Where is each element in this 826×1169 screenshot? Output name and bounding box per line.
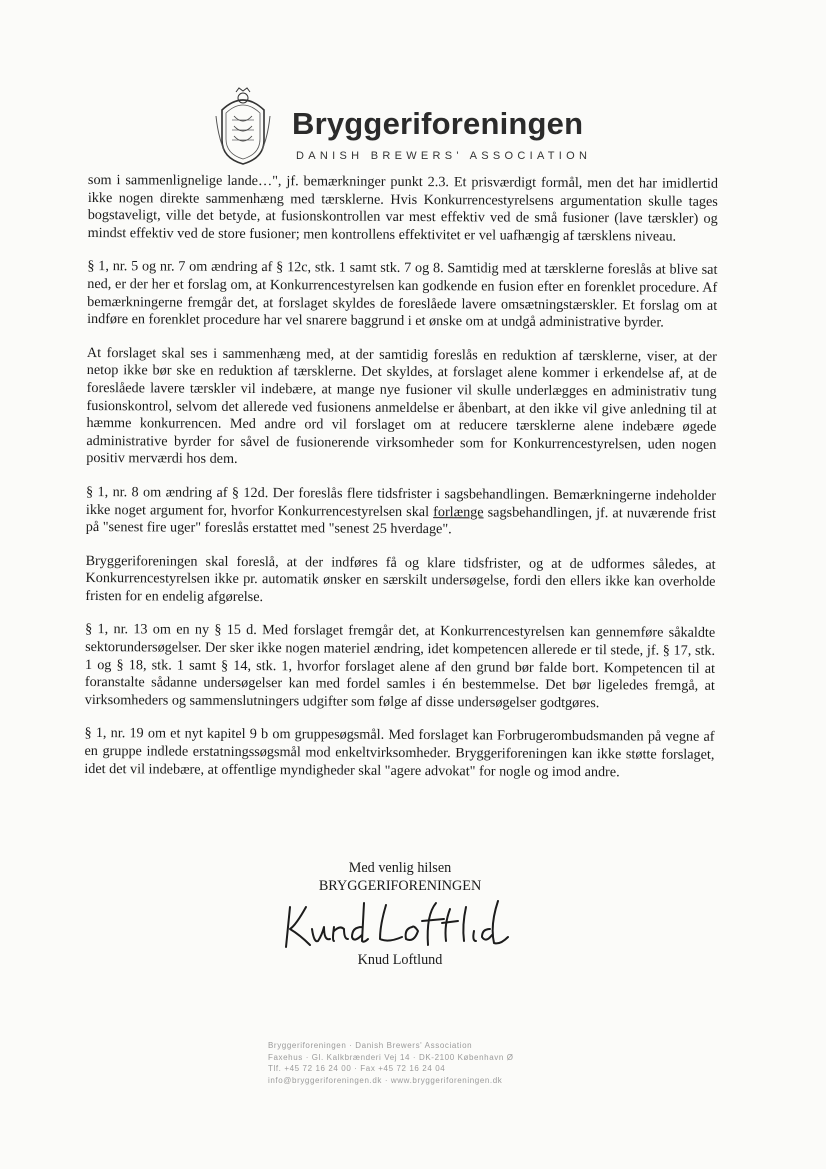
brand-name: Bryggeriforeningen <box>292 106 584 141</box>
closing <box>300 860 500 895</box>
paragraph: § 1, nr. 13 om en ny § 15 d. Med forslaget fremgår det, at Konkurrencestyrelsen kan gennemføre såkaldte sektorundersøgelser. Der sker ikke nogen materiel ændring, idet kompetencen allerede er til stede, jf. § 17, stk. 1 og § 18, stk. 1 samt § 14, stk. 1, hvorfor forslaget alene af den grund bør falde bort. Kompetencen til at foranstalte sådanne undersøgelser kan med fordel samles i én bestemmelse. Det bør ligeledes fremgå, at virksomheders og sammenslutningers udgifter som følge af disse undersøgelser godtgøres. <box>84 621 716 711</box>
brand-subtitle: DANISH BREWERS' ASSOCIATION <box>296 150 592 162</box>
underlined-word: forlænge <box>433 503 484 520</box>
paragraph: § 1, nr. 19 om et nyt kapitel 9 b om gruppesøgsmål. Med forslaget kan Forbrugerombudsmanden på vegne af en gruppe indlede erstatningssøgsmål mod enkeltvirksomheder. Bryggeriforeningen kan ikke støtte forslaget, idet det vil indebære, at offentlige myndigheder skal "agere advokat" for nogle og imod andre. <box>84 725 715 780</box>
handwritten-signature <box>276 895 516 955</box>
paragraph: At forslaget skal ses i sammenhæng med, at der samtidig foreslås en reduktion af tærsklerne, viser, at der netop ikke bør ske en reduktion af tærsklerne. Det skyldes, at forslaget alene kommer i erkendelse af, at de foreslåede lavere tærskler vil indebære, at mange nye fusioner vil skulle underlægges en administrativ tung fusionskontrol, selvom det allerede ved fusionens anmeldelse er åbenbart, at den ikke vil give anledning til at hæmme konkurrencen. Med andre ord vil forslaget om at reducere tærsklerne alene indebære øgede administrative byrder for såvel de fusionerende virksomheder som for Konkurrencestyrelsen, uden nogen positiv merværdi hos dem. <box>86 344 717 468</box>
footer-line: Tlf. +45 72 16 24 00 · Fax +45 72 16 24 04 <box>268 1064 446 1073</box>
signer-name: Knud Loftlund <box>357 952 443 968</box>
paragraph: som i sammenlignelige lande…", jf. bemærkninger punkt 2.3. Et prisværdigt formål, men det har imidlertid ikke nogen direkte sammenhæng med tærsklerne. Hvis Konkurrencestyrelsens argumentation skulle tages bogstaveligt, ville det betyde, at fusionskontrollen var mest effektiv ved de små fusioner (lave tærskler) og mindst effektiv ved de store fusioner; men kontrollens effektivitet er vel uafhængig af tærsklens niveau. <box>87 172 718 245</box>
footer-line: info@bryggeriforeningen.dk · www.bryggeriforeningen.dk <box>268 1075 503 1085</box>
paragraph: § 1, nr. 5 og nr. 7 om ændring af § 12c, stk. 1 samt stk. 7 og 8. Samtidig med at tærsklerne foreslås at blive sat ned, er der her et forslag om, at Konkurrencestyrelsen kan godkende en fusion efter en forenklet procedure. Af bemærkningerne fremgår det, at forslaget skyldes de foreslåede lavere omsætningstærskler. Et forslag om at indføre en forenklet procedure har vel snarere baggrund i et ønske om at undgå administrative byrder. <box>87 258 718 331</box>
crest-logo <box>214 86 272 166</box>
footer-address <box>268 1040 568 1086</box>
paragraph-text: § 1, nr. 8 om ændring af § 12d. Der foreslås flere tidsfrister i sagsbehandlingen. Bemærkningerne indeholder ikke noget argument for, hvorfor Konkurrencestyrelsen skal <box>85 483 717 520</box>
footer-line: Faxehus · Gl. Kalkbrænderi Vej 14 · DK-2100 København Ø <box>268 1052 514 1062</box>
footer-line: Bryggeriforeningen · Danish Brewers' Association <box>268 1041 473 1050</box>
paragraph-text: sagsbehandlingen, jf. at nuværende frist på "senest fire uger" foreslås erstattet med "senest 25 hverdage". <box>85 503 716 538</box>
paragraph: Bryggeriforeningen skal foreslå, at der indføres få og klare tidsfrister, og at de udformes således, at Konkurrencestyrelsen ikke pr. automatik ønsker en særskilt undersøgelse, fordi den ellers ikke kan overholde fristen for en endelig afgørelse. <box>85 552 716 605</box>
letter-body <box>84 172 718 798</box>
greeting: Med venlig hilsen <box>348 860 452 876</box>
letterhead <box>214 86 634 166</box>
organisation-name: BRYGGERIFORENINGEN <box>318 877 482 894</box>
paragraph <box>86 484 716 541</box>
